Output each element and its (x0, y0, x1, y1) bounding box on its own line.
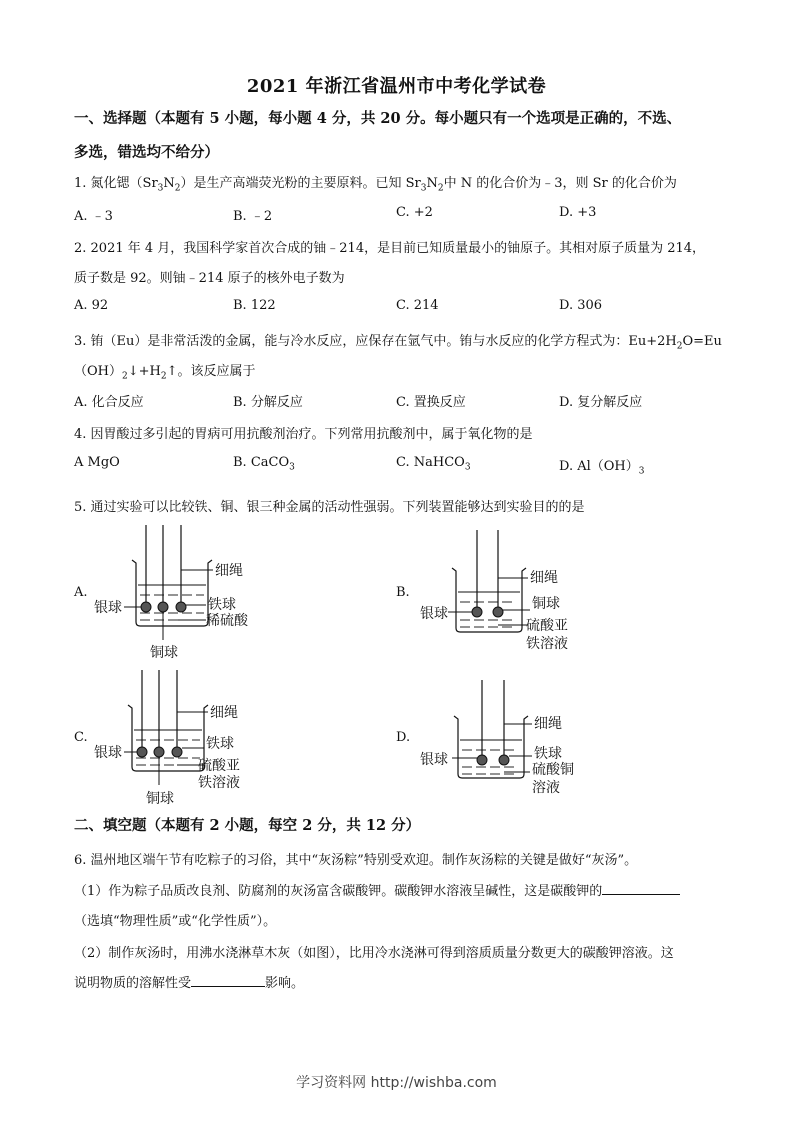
q6-line4: （2）制作灰汤时，用沸水浇淋草木灰（如图），比用冷水浇淋可得到溶质质量分数更大的碳酸钾溶液。这 (74, 946, 674, 961)
q6-line3: （选填“物理性质”或“化学性质”）。 (74, 914, 277, 929)
section1-heading (74, 102, 729, 170)
q5-stem: 5. 通过实验可以比较铁、铜、银三种金属的活动性强弱。下列装置能够达到实验目的的是 (74, 500, 585, 515)
q3-option-a: A. 化合反应 (74, 395, 144, 410)
q2-stem-line2: 质子数是 92。则铀﹣214 原子的核外电子数为 (74, 271, 345, 286)
diagram-c-bottom-label: 铜球 (146, 791, 174, 807)
q2-stem-line1: 2. 2021 年 4 月，我国科学家首次合成的铀﹣214，是目前已知质量最小的铀原子。其相对原子质量为 214， (74, 241, 706, 256)
diagram-c-right1-label: 铁球 (206, 736, 234, 752)
footer-watermark: 学习资料网 http://wishba.com (296, 1075, 497, 1091)
q6-blank1[interactable] (602, 882, 680, 895)
diagram-c-letter: C. (74, 730, 88, 745)
q1-option-c: C. +2 (396, 205, 433, 220)
diagram-d-left-label: 银球 (420, 752, 448, 768)
q6-line1: 6. 温州地区端午节有吃粽子的习俗，其中“灰汤粽”特别受欢迎。制作灰汤粽的关键是做好“灰汤”。 (74, 853, 638, 868)
diagram-b-left-label: 银球 (420, 606, 448, 622)
q6-blank2[interactable] (191, 974, 265, 987)
q2-option-a: A. 92 (74, 298, 109, 313)
q1-option-d: D. +3 (559, 205, 597, 220)
section2-heading: 二、填空题（本题有 2 小题，每空 2 分，共 12 分） (74, 817, 421, 834)
diagram-b-right2-label: 硫酸亚 (526, 618, 568, 634)
section1-heading-line2: 多选，错选均不给分） (74, 144, 219, 161)
diagram-d-letter: D. (396, 730, 411, 745)
q6-line2: （1）作为粽子品质改良剂、防腐剂的灰汤富含碳酸钾。碳酸钾水溶液呈碱性，这是碳酸钾的 (74, 880, 680, 899)
q2-option-c: C. 214 (396, 298, 439, 313)
diagram-a-bottom-label: 铜球 (150, 645, 178, 661)
q3-stem-line2: $(OH)_2↓+H_2↑$。该反应属于 (74, 364, 256, 382)
diagram-d-rope-label: 细绳 (534, 716, 562, 732)
diagram-a-right1-label: 铁球 (208, 597, 236, 613)
diagram-b-right3-label: 铁溶液 (526, 636, 568, 652)
q3-option-b: B. 分解反应 (233, 395, 303, 410)
diagram-d-right2-label: 硫酸铜 (532, 762, 574, 778)
ropes-a (146, 525, 181, 602)
diagram-b-rope-label: 细绳 (530, 570, 558, 586)
q3-option-c: C. 置换反应 (396, 395, 466, 410)
diagram-b (418, 530, 588, 664)
q1-option-a: A. ﹣3 (74, 209, 113, 224)
q1-option-b: B. ﹣2 (233, 209, 273, 224)
section1-heading-line1: 一、选择题（本题有 5 小题，每小题 4 分，共 20 分。每小题只有一个选项是正确的，不选、 (74, 110, 682, 127)
diagram-b-right1-label: 铜球 (532, 596, 560, 612)
diagram-d-right1-label: 铁球 (534, 746, 562, 762)
diagram-a-letter: A. (74, 585, 88, 600)
q2-option-b: B. 122 (233, 298, 276, 313)
q3-option-d: D. 复分解反应 (559, 395, 643, 410)
diagram-a-rope-label: 细绳 (215, 563, 243, 579)
diagram-c-rope-label: 细绳 (210, 705, 238, 721)
q6-line5: 说明物质的溶解性受 影响。 (74, 976, 305, 991)
diagram-d (418, 676, 588, 810)
diagram-a (88, 525, 268, 669)
q1-stem: 1. 氮化锶$(Sr_3N_2)$是生产高端荧光粉的主要原料。已知 $Sr_3N_2$中 N 的化合价为﹣3，则 Sr 的化合价为 (74, 176, 677, 194)
diagram-a-left-label: 银球 (94, 600, 122, 616)
q4-option-b: B. CaCO$_3$ (233, 455, 295, 473)
page-title: 2021 年浙江省温州市中考化学试卷 (246, 76, 547, 97)
diagram-d-right3-label: 溶液 (532, 780, 560, 796)
q4-stem: 4. 因胃酸过多引起的胃病可用抗酸剂治疗。下列常用抗酸剂中，属于氧化物的是 (74, 427, 533, 442)
q3-stem-line1: 3. 铕（Eu）是非常活泼的金属，能与冷水反应，应保存在氩气中。铕与水反应的化学方程式为：$Eu+2H_2O=Eu$ (74, 334, 722, 352)
diagram-c-left-label: 银球 (94, 745, 122, 761)
diagram-c (88, 670, 268, 814)
diagram-b-letter: B. (396, 585, 410, 600)
diagram-a-right2-label: 稀硫酸 (206, 613, 248, 629)
q4-option-c: C. NaHCO$_3$ (396, 455, 471, 473)
q4-option-d: D. $Al(OH)_3$ (559, 459, 645, 477)
balls-a (141, 602, 186, 612)
q4-option-a: A MgO (74, 455, 120, 470)
diagram-c-right2-label: 硫酸亚 (198, 758, 240, 774)
q2-option-d: D. 306 (559, 298, 603, 313)
diagram-c-right3-label: 铁溶液 (198, 775, 240, 791)
